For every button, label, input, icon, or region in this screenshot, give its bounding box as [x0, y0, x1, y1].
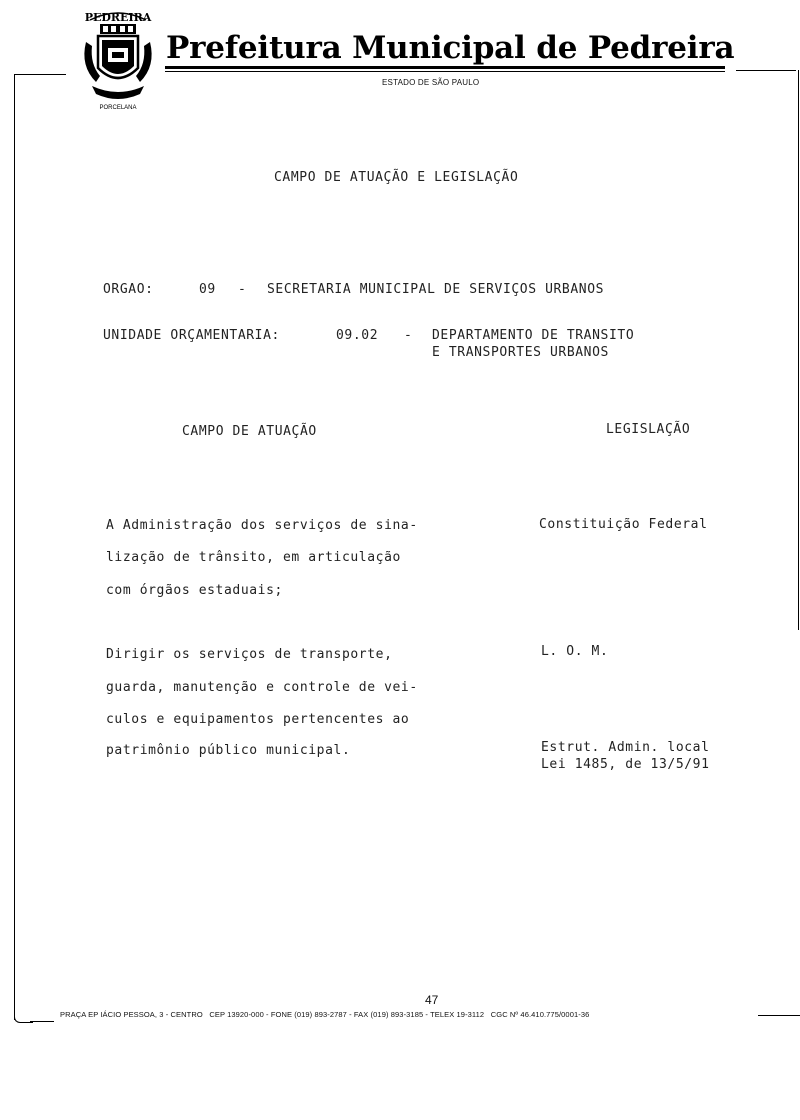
- frame-line: [758, 1015, 800, 1016]
- column-header-legislacao: LEGISLAÇÃO: [606, 422, 691, 437]
- orgao-dash: -: [238, 282, 247, 297]
- frame-line: [14, 74, 15, 1020]
- unidade-code: 09.02: [336, 328, 379, 343]
- orgao-label: ORGAO:: [103, 282, 154, 297]
- campo-line: lização de trânsito, em articulação: [106, 550, 401, 565]
- crest-text: PEDREIRA: [84, 11, 152, 24]
- campo-line: patrimônio público municipal.: [106, 743, 351, 758]
- column-header-campo: CAMPO DE ATUAÇÃO: [182, 424, 317, 439]
- unidade-label: UNIDADE ORÇAMENTARIA:: [103, 328, 280, 343]
- header-rule-thin: [165, 71, 725, 72]
- legislacao-line: L. O. M.: [541, 644, 609, 659]
- frame-line: [30, 1021, 54, 1022]
- campo-line: Dirigir os serviços de transporte,: [106, 647, 393, 662]
- crest-motto: PORCELANA: [99, 105, 137, 111]
- legislacao-line: Constituição Federal: [539, 517, 708, 532]
- campo-line: com órgãos estaduais;: [106, 583, 283, 598]
- frame-line: [798, 70, 799, 630]
- orgao-code: 09: [199, 282, 216, 297]
- page-title: Prefeitura Municipal de Pedreira: [166, 30, 735, 66]
- footer-address: PRAÇA EP IÁCIO PESSOA, 3 - CENTRO CEP 13920-000 - FONE (019) 893-2787 - FAX (019) 893-3185 - TELEX 19-3112 CGC Nº 46.410.775/0001-36: [60, 1010, 590, 1019]
- unidade-name-line1: DEPARTAMENTO DE TRANSITO: [432, 328, 635, 343]
- campo-line: A Administração dos serviços de sina-: [106, 518, 418, 533]
- campo-line: culos e equipamentos pertencentes ao: [106, 712, 410, 727]
- municipal-crest-logo: [78, 8, 158, 112]
- frame-line: [736, 70, 796, 71]
- orgao-name: SECRETARIA MUNICIPAL DE SERVIÇOS URBANOS: [267, 282, 605, 297]
- document-heading: CAMPO DE ATUAÇÃO E LEGISLAÇÃO: [274, 170, 519, 185]
- unidade-dash: -: [404, 328, 413, 343]
- legislacao-line: Estrut. Admin. local: [541, 740, 710, 755]
- campo-line: guarda, manutenção e controle de vei-: [106, 680, 418, 695]
- frame-line: [14, 74, 66, 75]
- legislacao-line: Lei 1485, de 13/5/91: [541, 757, 710, 772]
- unidade-name-line2: E TRANSPORTES URBANOS: [432, 345, 609, 360]
- state-subtitle: ESTADO DE SÃO PAULO: [382, 78, 480, 87]
- header-rule: [165, 66, 725, 69]
- page-number: 47: [425, 993, 439, 1007]
